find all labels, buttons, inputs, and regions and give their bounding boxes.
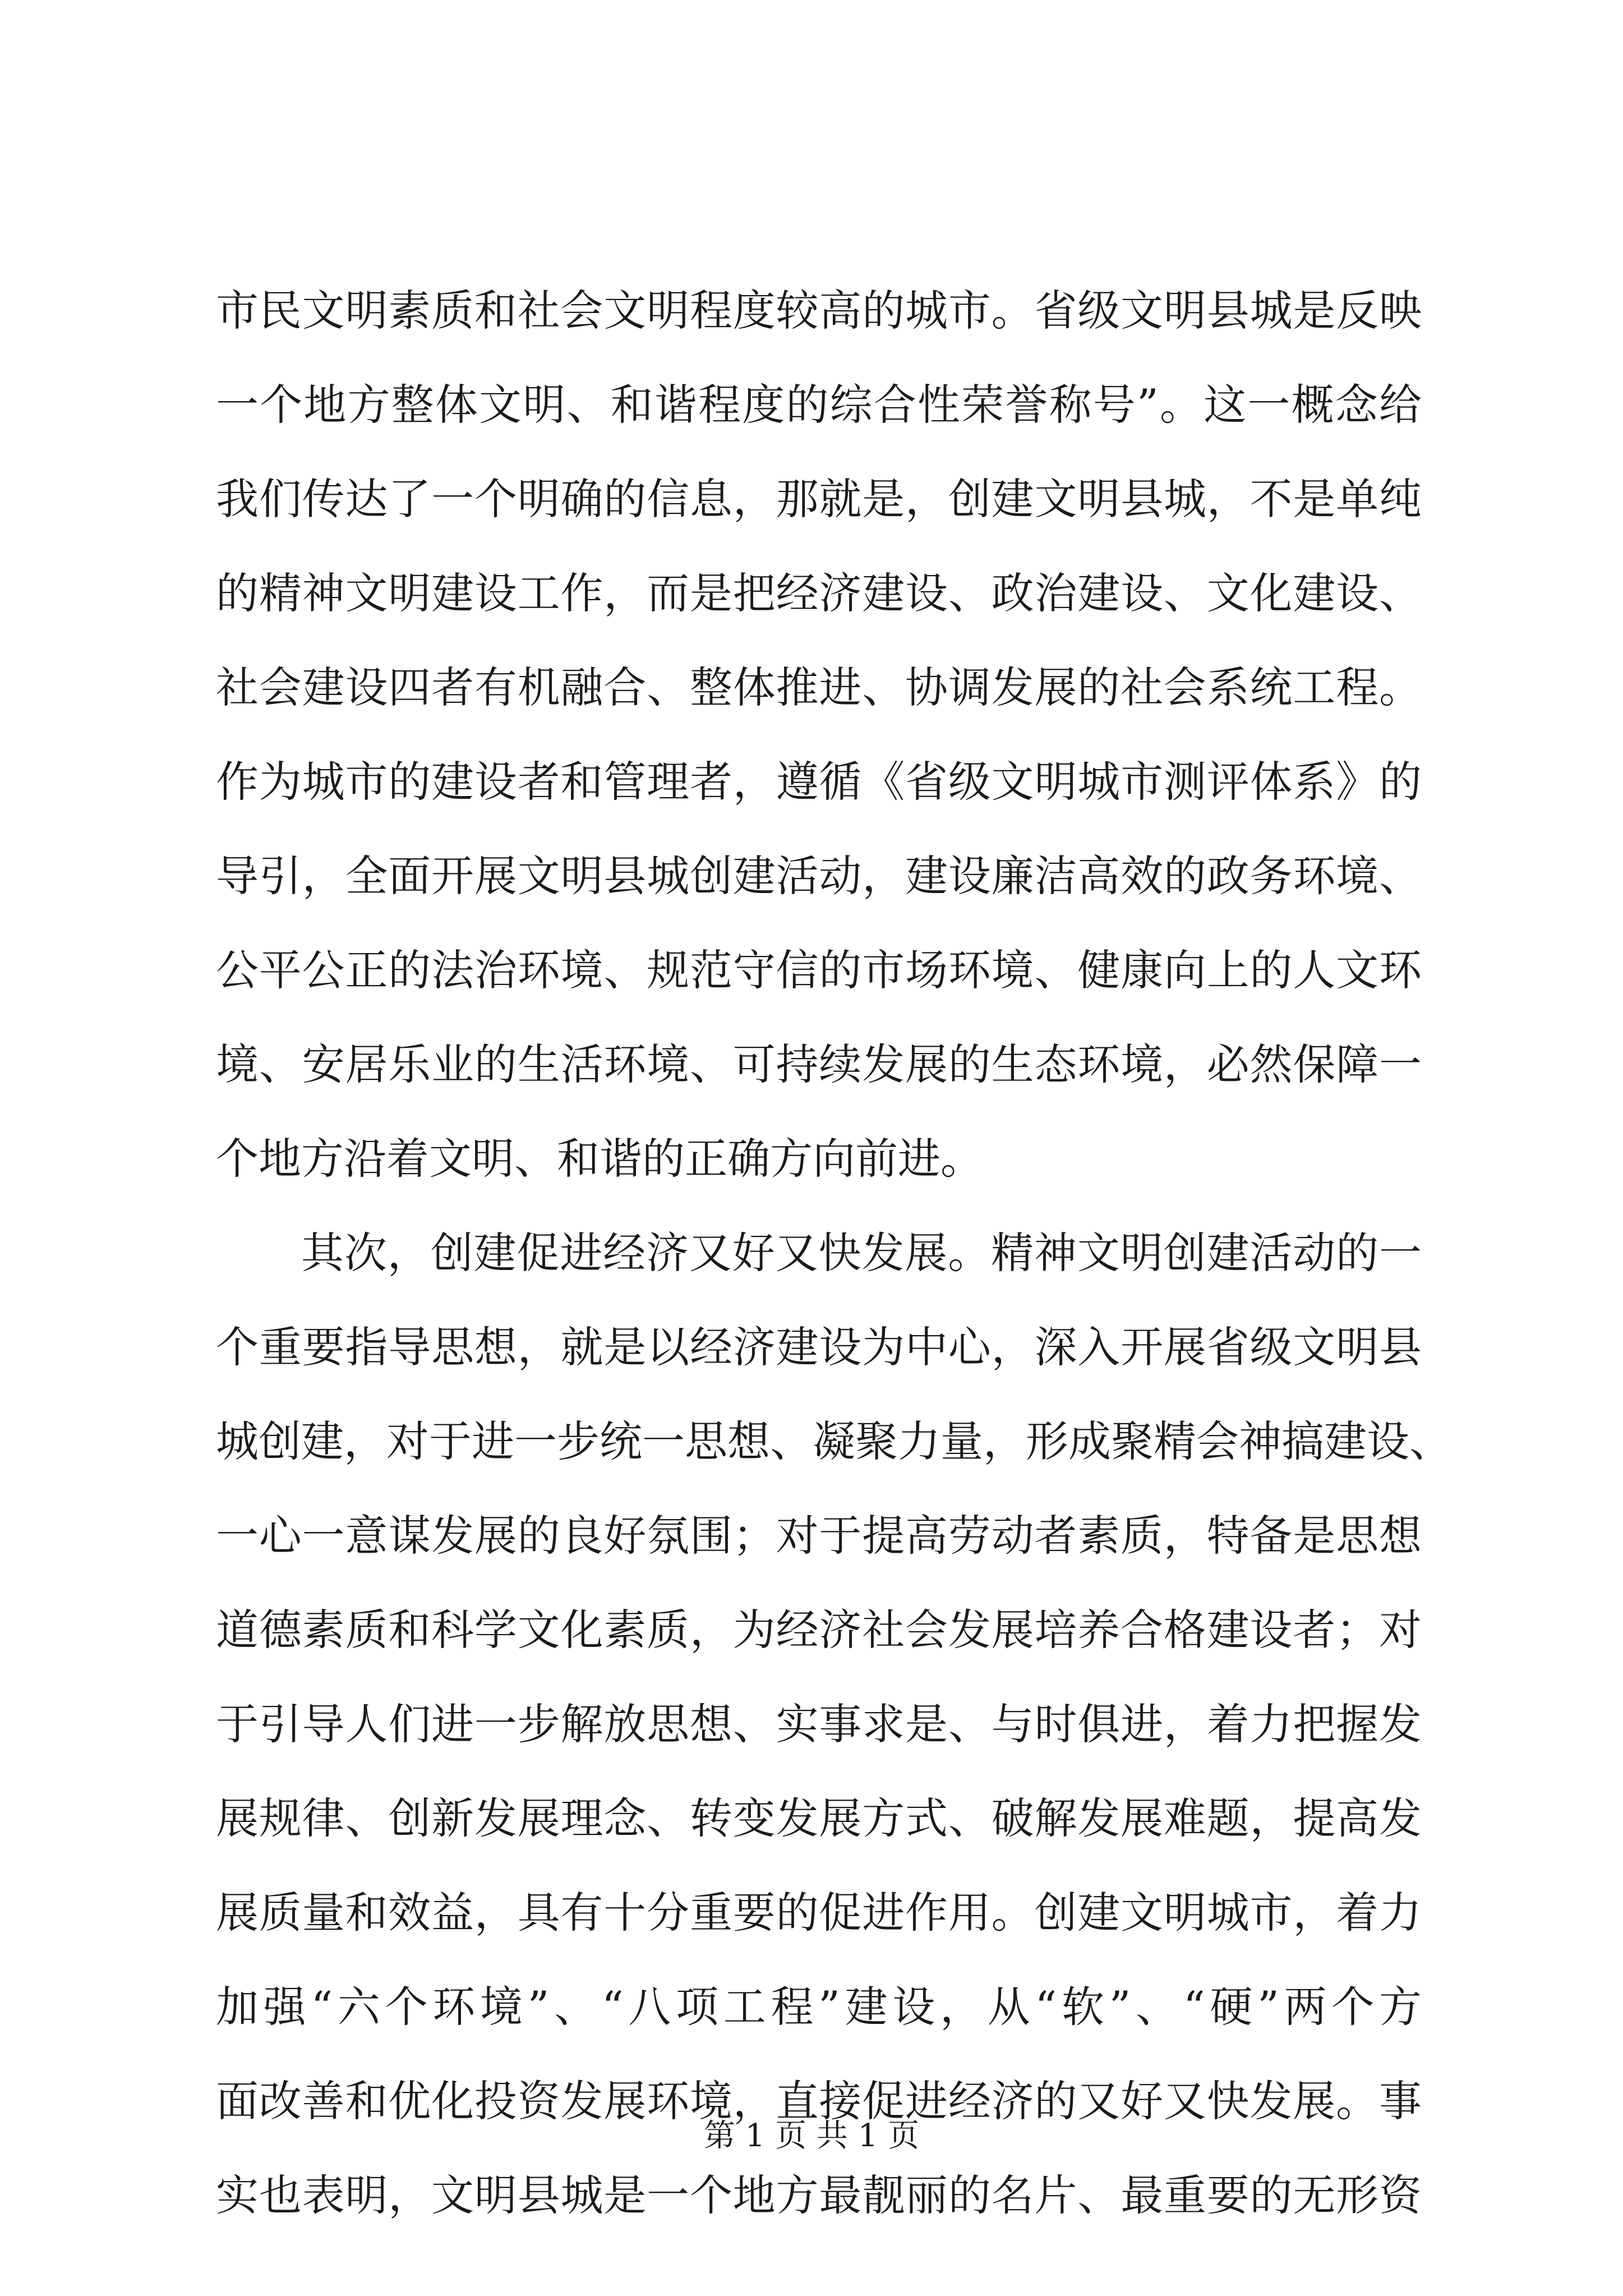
text-line: 境、安居乐业的生活环境、可持续发展的生态环境，必然保障一 bbox=[216, 1039, 1422, 1089]
text-line: 加强“六个环境”、“八项工程”建设，从“软”、“硬”两个方 bbox=[216, 1982, 1422, 2032]
text-line: 社会建设四者有机融合、整体推进、协调发展的社会系统工程。 bbox=[216, 662, 1422, 712]
text-line: 我们传达了一个明确的信息，那就是，创建文明县城，不是单纯 bbox=[216, 474, 1422, 524]
text-line: 展规律、创新发展理念、转变发展方式、破解发展难题，提高发 bbox=[216, 1793, 1422, 1843]
page-number: 第 1 页 共 1 页 bbox=[703, 2118, 920, 2154]
text-line: 一个地方整体文明、和谐程度的综合性荣誉称号”。这一概念给 bbox=[216, 380, 1422, 430]
text-line: 其次，创建促进经济又好又快发展。精神文明创建活动的一 bbox=[301, 1228, 1422, 1278]
text-line: 的精神文明建设工作，而是把经济建设、政治建设、文化建设、 bbox=[216, 568, 1422, 618]
body-text bbox=[216, 264, 1452, 2243]
page-footer bbox=[0, 2114, 1623, 2159]
text-line: 个重要指导思想，就是以经济建设为中心，深入开展省级文明县 bbox=[216, 1322, 1422, 1372]
text-line: 公平公正的法治环境、规范守信的市场环境、健康向上的人文环 bbox=[216, 945, 1422, 995]
text-line: 于引导人们进一步解放思想、实事求是、与时俱进，着力把握发 bbox=[216, 1699, 1422, 1749]
text-line: 道德素质和科学文化素质，为经济社会发展培养合格建设者；对 bbox=[216, 1605, 1422, 1655]
text-line: 市民文明素质和社会文明程度较高的城市。省级文明县城是反映 bbox=[216, 286, 1422, 335]
text-line: 个地方沿着文明、和谐的正确方向前进。 bbox=[216, 1134, 983, 1184]
text-line: 一心一意谋发展的良好氛围；对于提高劳动者素质，特备是思想 bbox=[216, 1511, 1422, 1561]
text-line: 城创建，对于进一步统一思想、凝聚力量，形成聚精会神搞建设、 bbox=[216, 1416, 1452, 1466]
text-line: 实也表明，文明县城是一个地方最靓丽的名片、最重要的无形资 bbox=[216, 2170, 1422, 2220]
text-line: 展质量和效益，具有十分重要的促进作用。创建文明城市，着力 bbox=[216, 1888, 1422, 1938]
text-line: 面改善和优化投资发展环境，直接促进经济的又好又快发展。事 bbox=[216, 2076, 1422, 2126]
text-line: 导引，全面开展文明县城创建活动，建设廉洁高效的政务环境、 bbox=[216, 851, 1422, 901]
text-line: 作为城市的建设者和管理者，遵循《省级文明城市测评体系》的 bbox=[216, 757, 1422, 807]
